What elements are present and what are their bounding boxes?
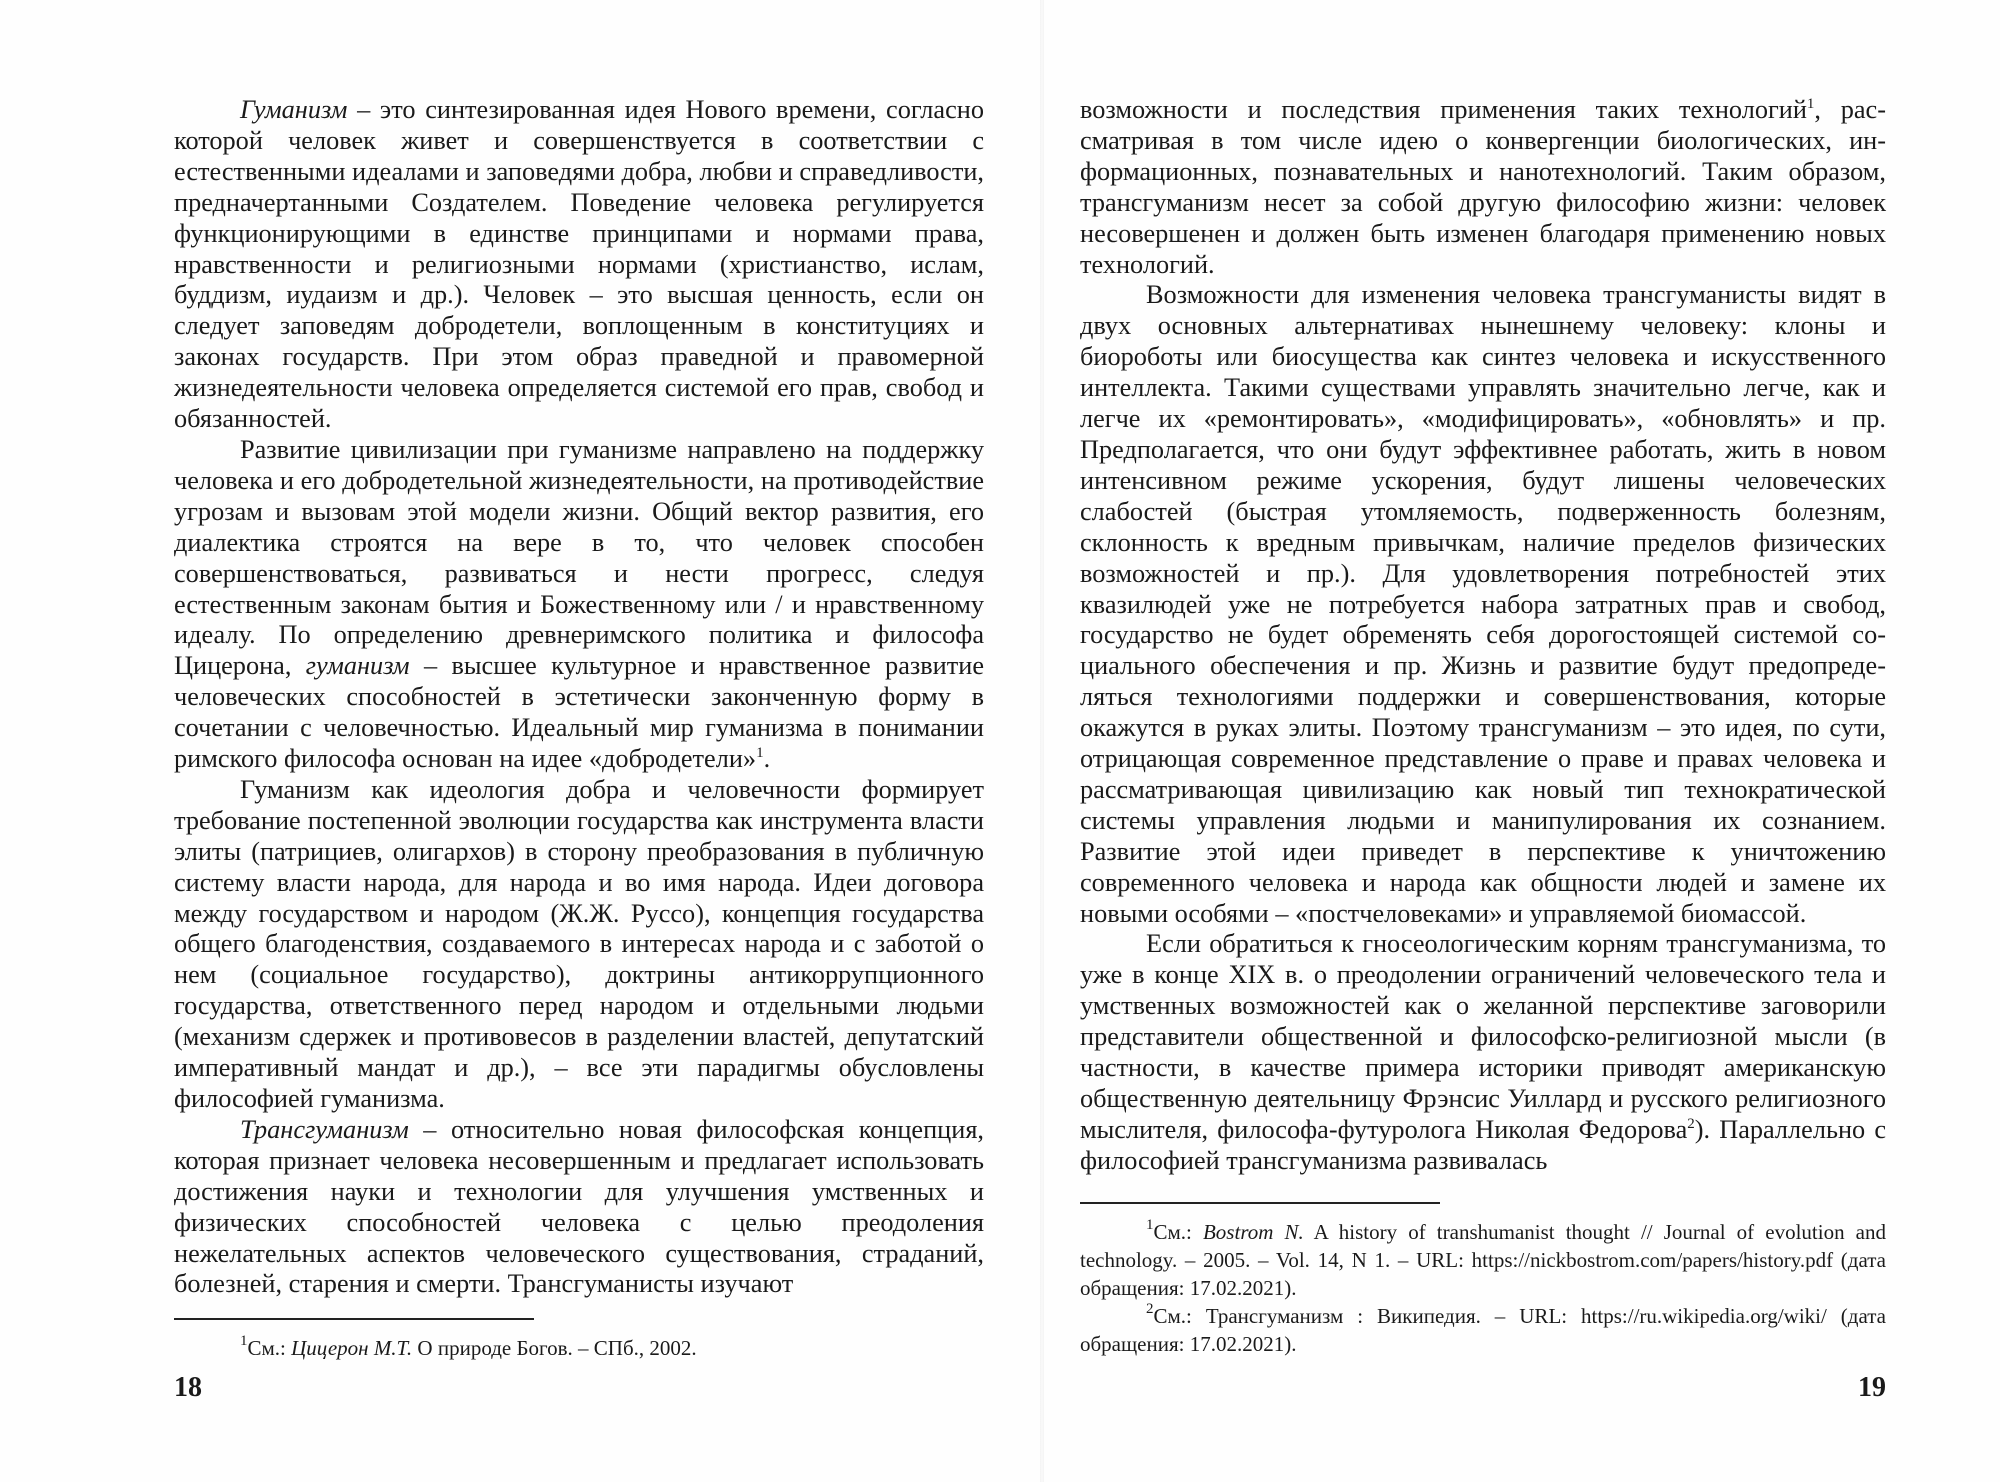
page-number-left: 18 [174, 1372, 202, 1403]
paragraph-transhumanist-alternatives: Возможности для изменения человека трансгуманисты видят в двух основных альтернативах нынешнему человеку: клоны и биороботы или биосущества как синтез человека и искусственного интеллекта. Такими существами управлять значительно легче, как и легче их «ремонтировать», «модифицировать», «обновлять» и пр. Предполагается, что они будут эффективнее работать, жить в новом интенсивном режиме ускорения, будут лишены человеческих слабостей (быстрая утомляемость, подверженность болезням, склонность к вредным привычкам, наличие пределов физических возможностей и пр.). Для удовлетворения потребностей этих квазилюдей уже не потребуется набора затратных прав и свобод, государство не будет обременять себя дорогостоящей системой социального обеспечения и пр. Жизнь и развитие будут предопределяться технологиями поддержки и совершенствования, которые окажутся в руках элиты. Поэтому трансгуманизм – это идея, по сути, отрицающая современное представление о праве и правах человека и рассматривающая цивилизацию как новый тип технократической системы управления людьми и манипулирования их сознанием. Развитие этой идеи приведет в перспективе к уничтожению современного человека и народа как общности людей и замене их новыми особями – «постчеловеками» и управляемой биомассой. [1080, 280, 1886, 928]
footnote-ref-1-right[interactable]: 1 [1806, 96, 1815, 112]
left-page-body [174, 95, 984, 1300]
paragraph-humanism-ideology: Гуманизм как идеология добра и человечности формирует требование постепенной эволюции государства как инструмента власти элиты (патрициев, олигархов) в сторону преобразования в публичную систему власти народа, для народа и во имя народа. Идеи договора между государством и народом (Ж.Ж. Руссо), концепция государства общего благоденствия, создаваемого в интересах народа и с заботой о нем (социальное государство), доктрины антикоррупционного государства, ответственного перед народом и отдельными людьми (механизм сдержек и противовесов в разделении властей, депутатский императивный мандат и др.), – все эти парадигмы обусловлены философией гуманизма. [174, 774, 984, 1113]
footnote-2-right: $^2$См.: Трансгуманизм : Википедия. – URL: https://ru.wikipedia.org/wiki/ (дата обращения: 17.02.2021). [1080, 1301, 1886, 1356]
term-humanism-inline: гуманизм [305, 651, 410, 681]
paragraph-humanism-definition: Гуманизм – это синтезированная идея Нового времени, согласно которой человек живет и совершенствуется в соответствии с естественными идеалами и заповедями добра, любви и справедливости, предначертанными Создателем. Поведение человека регулируется функционирующими в единстве принципами и нормами права, нравственности и религиозными нормами (христианство, ислам, буддизм, иудаизм и др.). Человек – это высшая ценность, если он следует заповедям добродетели, воплощенным в конституциях и законах государств. При этом образ праведной и правомерной жизнедеятельности человека определяется системой его прав, свобод и обязанностей. [174, 95, 984, 434]
footnote-divider [174, 1318, 534, 1320]
footnote-1-right: $^1$См.: Bostrom N. A history of transhumanist thought // Journal of evolution and technology. – 2005. – Vol. 14, N 1. – URL: https://nickbostrom.com/papers/history.pdf (дата обращения: 17.02.2021). [1080, 1217, 1886, 1300]
left-footnotes [174, 1318, 984, 1362]
right-page-body [1080, 95, 1886, 1177]
right-footnotes [1080, 1202, 1886, 1358]
right-page [1080, 95, 1886, 1403]
footnote-1: $^1$См.: Цицерон М.Т. О природе Богов. – СПб., 2002. [240, 1333, 697, 1360]
footnote-ref-1[interactable]: 1 [756, 745, 764, 762]
page-number-right: 19 [1858, 1372, 1886, 1403]
footnote-divider [1080, 1202, 1440, 1204]
term-transhumanism: Трансгуманизм [240, 1114, 409, 1144]
paragraph-transhumanism-definition: Трансгуманизм – относительно новая философская концепция, которая признает человека несовершенным и предлагает использовать достижения науки и технологии для улучшения умственных и физических способностей человека с целью преодоления нежелательных аспектов человеческого существования, страданий, болезней, старения и смерти. Трансгуманисты изучают [174, 1114, 984, 1299]
paragraph-civilization-development: Развитие цивилизации при гуманизме направлено на поддержку человека и его добродетельной жизнедеятельности, на противодействие угрозам и вызовам этой модели жизни. Общий вектор развития, его диалектика строятся на вере в то, что человек способен совершенствоваться, развиваться и нести прогресс, следуя естественным законам бытия и Божественному или / и нравственному идеалу. По определению древнеримского политика и философа Цицерона, гуманизм – высшее культурное и нравственное развитие человеческих способностей в эстетически законченную форму в сочетании с человечностью. Идеальный мир гуманизма в понимании римского философа основан на идее «добродетели»$^1$. [174, 434, 984, 774]
footnote-ref-2-right[interactable]: 2 [1687, 1115, 1695, 1132]
book-gutter [1040, 0, 1044, 1482]
term-humanism: Гуманизм [240, 95, 348, 124]
paragraph-gnoseological-roots: Если обратиться к гносеологическим корням трансгуманизма, то уже в конце XIX в. о преодолении ограничений человеческого тела и умственных возможностей как о желанной перспективе заговорили представители общественной и философско-религиозной мысли (в частности, в качестве примера историки приводят американскую общественную деятельницу Фрэнсис Уиллард и русского религиозного мыслителя, философа-футуролога Николая Федорова$^2$). Параллельно с философией трансгуманизма развивалась [1080, 929, 1886, 1175]
left-page [174, 95, 984, 1403]
paragraph-transhumanism-continued: возможности и последствия применения таких технологий$^1$, рассматривая в том числе идею о конвергенции биологических, информационных, познавательных и нанотехнологий. Таким образом, трансгуманизм несет за собой другую философию жизни: человек несовершенен и должен быть изменен благодаря применению новых технологий. [1080, 95, 1886, 279]
